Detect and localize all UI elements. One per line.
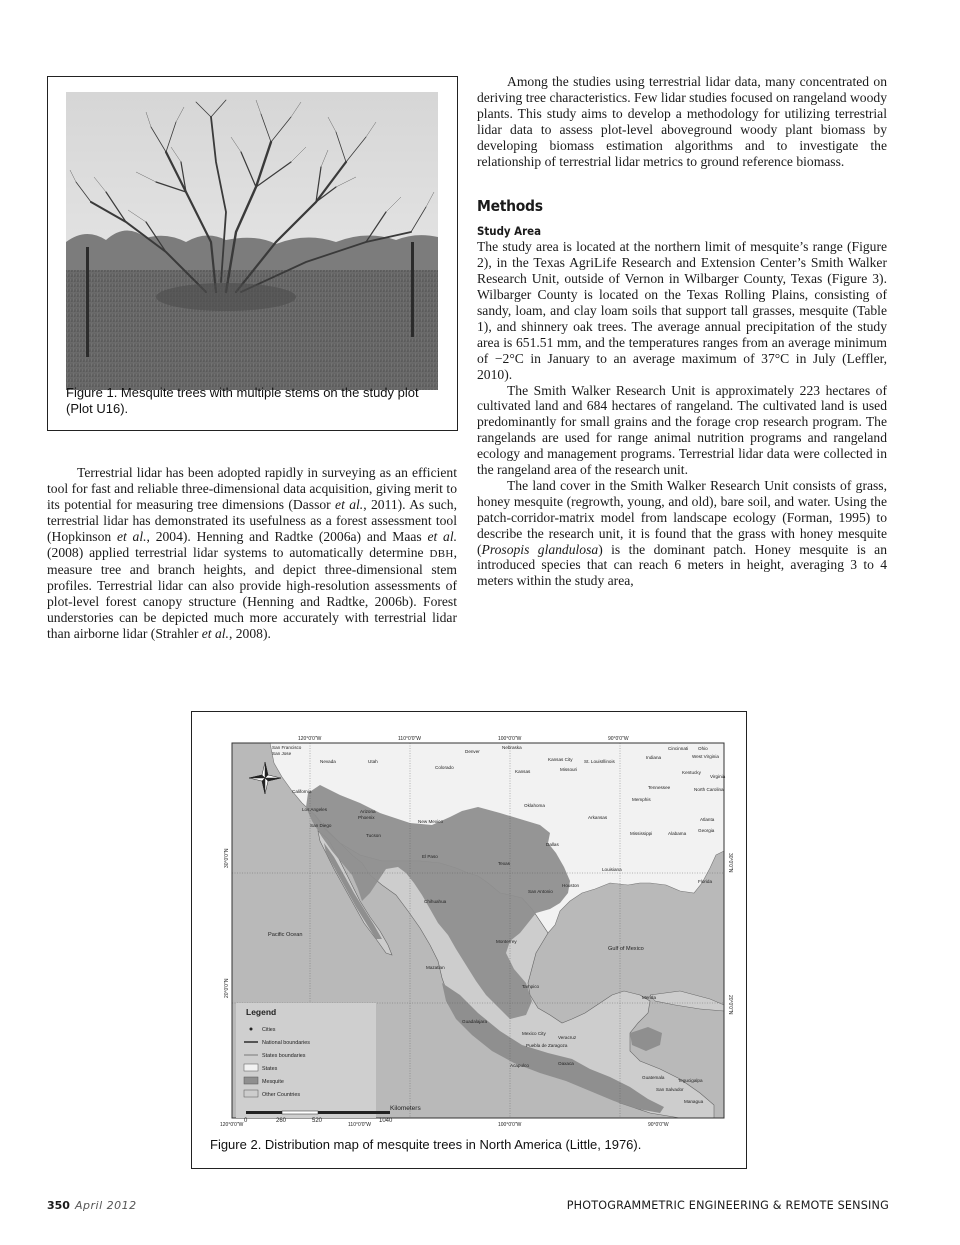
map-label: San Francisco — [272, 745, 302, 750]
map-label: Oaxaca — [558, 1061, 574, 1066]
graticule-top-label: 90°0'0"W — [608, 736, 629, 742]
map-label: Merida — [642, 995, 657, 1000]
map-label: Arizona — [360, 809, 376, 814]
legend-title: Legend — [246, 1007, 277, 1017]
map-legend — [236, 1003, 376, 1118]
map-label: Tennessee — [648, 785, 671, 790]
map-label: Texas — [498, 861, 510, 866]
map-label: Tampico — [522, 984, 540, 989]
map-label: Los Angeles — [302, 807, 328, 812]
scale-tick-label: 260 — [276, 1118, 287, 1124]
graticule-top-label: 120°0'0"W — [298, 736, 322, 742]
map-label: Houston — [562, 883, 580, 888]
map-label: Monterrey — [496, 939, 517, 944]
scale-unit: Kilometers — [390, 1105, 421, 1112]
graticule-top-label: 100°0'0"W — [498, 736, 522, 742]
legend-cities-swatch — [250, 1028, 253, 1031]
map-label: West Virginia — [692, 754, 719, 759]
map-label: Cincinnati — [668, 746, 689, 751]
issue-date: April 2012 — [75, 1199, 137, 1212]
legend-item-label: Mesquite — [262, 1079, 284, 1085]
map-label: Kentucky — [682, 770, 701, 775]
graticule-bottom-label: 110°0'0"W — [348, 1122, 371, 1128]
legend-other-countries-swatch — [244, 1090, 258, 1097]
legend-item-label: States boundaries — [262, 1053, 306, 1059]
map-label: Georgia — [698, 828, 715, 833]
legend-item-label: National boundaries — [262, 1040, 310, 1046]
map-label-gulf: Gulf of Mexico — [608, 946, 644, 952]
map-label: San Antonio — [528, 889, 553, 894]
map-label: Managua — [684, 1099, 704, 1104]
mesquite-trees-photo — [66, 92, 438, 390]
map-label: Mississippi — [630, 831, 653, 836]
paragraph-terrestrial-lidar: Terrestrial lidar has been adopted rapidly in surveying as an efficient tool for fast and reliable three-dimensional data acquisition, giving merit to its potential for measuring tree dimensions (Dassor et al., 2011). As such, terrestrial lidar has demonstrated its usefulness as a forest assessment tool (Hopkinson et al., 2004). Henning and Radtke (2006a) and Maas et al. (2008) applied terrestrial lidar systems to automatically determine DBH, measure tree and branch heights, and depict three-dimensional stem profiles. Terrestrial lidar can also provide high-resolution assessments of plot-level forest canopy structure (Henning and Radtke, 2006b). Forest understories can be depicted much more accurately with terrestrial lidar than airborne lidar (Strahler et al., 2008). — [47, 465, 458, 642]
map-label: Oklahoma — [524, 803, 545, 808]
map-label: Phoenix — [358, 815, 375, 820]
map-label: California — [292, 789, 312, 794]
graticule-top-label: 110°0'0"W — [398, 736, 421, 742]
figure-2 — [191, 711, 747, 1169]
graticule-right-label: 20°0'0"N — [727, 995, 733, 1015]
map-label: San Jose — [272, 751, 292, 756]
legend-item-label: Cities — [262, 1027, 276, 1033]
map-label: El Paso — [422, 854, 438, 859]
map-label: Virginia — [710, 774, 726, 779]
scale-tick-label: 0 — [244, 1118, 248, 1124]
map-label: San Diego — [310, 823, 332, 828]
graticule-bottom-label: 120°0'0"W — [220, 1122, 244, 1128]
map-label: St. Louis — [584, 759, 602, 764]
map-label: Mexico City — [522, 1031, 546, 1036]
map-label: Ohio — [698, 746, 708, 751]
map-label: Tegucigalpa — [678, 1078, 703, 1083]
map-label: Utah — [368, 759, 378, 764]
map-label: Louisiana — [602, 867, 622, 872]
map-label: Guadalajara — [462, 1019, 488, 1024]
legend-mesquite-swatch — [244, 1077, 258, 1084]
mesquite-distribution-map — [210, 733, 733, 1140]
page-footer — [47, 1199, 889, 1217]
legend-item-label: States — [262, 1066, 278, 1072]
left-column — [47, 465, 457, 642]
map-label: Mazatlan — [426, 965, 445, 970]
map-label: Denver — [465, 749, 480, 754]
graticule-right-label: 30°0'0"N — [727, 853, 733, 873]
section-heading-methods: Methods — [477, 197, 543, 216]
map-label: Chihuahua — [424, 899, 447, 904]
map-label: Arkansas — [588, 815, 608, 820]
paragraph-study-area-1: The study area is located at the northern limit of mesquite’s range (Figure 2), in the Texas AgriLife Research and Extension Center’s Smith Walker Research Unit, outside of Vernon in Wilbarger County, Texas (Figure 3). Wilbarger County is located on the Texas Rolling Plains, consisting of sandy, loam, and clay loam soils that support tall grasses, mesquite (Table 1), and shinnery oak trees. The average annual precipitation of the study area is 651.51 mm, and the temperatures ranges from an average minimum of −2°C in January to an average maximum of 37°C in July (Leffler, 2010). — [477, 239, 887, 382]
map-label: Colorado — [435, 765, 454, 770]
figure-2-caption: Figure 2. Distribution map of mesquite trees in North America (Little, 1976). — [210, 1137, 642, 1152]
map-label: New Mexico — [418, 819, 444, 824]
map-label: Missouri — [560, 767, 578, 772]
map-label: North Carolina — [694, 787, 724, 792]
map-label: Nevada — [320, 759, 336, 764]
paragraph-study-area-3: The land cover in the Smith Walker Research Unit consists of grass, honey mesquite (regrowth, young, and old), bare soil, and water. Using the patch-corridor-matrix model from landscape ecology (Forman, 1995) to describe the research unit, it is found that the grass with honey mesquite (Prosopis glandulosa) is the dominant patch. Honey mesquite is an introduced species that can reach 6 meters in height, averaging 3 to 4 meters within the study area, — [477, 477, 887, 589]
map-label: Tucson — [366, 833, 381, 838]
graticule-bottom-label: 100°0'0"W — [498, 1122, 522, 1128]
map-label: Nebraska — [502, 745, 522, 750]
paragraph-intro: Among the studies using terrestrial lidar data, many concentrated on deriving tree characteristics. Few lidar studies focused on rangeland woody plants. This study aims to develop a methodology for utilizing terrestrial lidar data to assess plot-level aboveground woody plant biomass by developing biomass estimation algorithms and to investigate the relationship of terrestrial lidar metrics to ground reference biomass. — [477, 74, 887, 169]
map-label: Veracruz — [558, 1035, 577, 1040]
map-label: Alabama — [668, 831, 687, 836]
journal-name: PHOTOGRAMMETRIC ENGINEERING & REMOTE SENSING — [566, 1199, 889, 1212]
map-label: Acapulco — [510, 1063, 529, 1068]
graticule-left-label: 30°0'0"N — [224, 848, 230, 868]
map-label-ocean: Pacific Ocean — [268, 932, 303, 938]
map-label: Indiana — [646, 755, 662, 760]
paragraph-study-area-2: The Smith Walker Research Unit is approximately 223 hectares of cultivated land and 684 hectares of rangeland. The cultivated land is used predominantly for small grains and the forage crop research program. The rangelands are used for range animal nutrition programs and rangeland ecology and management programs. Terrestrial lidar data were collected in the rangeland area of the research unit. — [477, 382, 887, 478]
map-label: Guatemala — [642, 1075, 665, 1080]
scale-tick-label: 520 — [312, 1118, 323, 1124]
page-number: 350 — [47, 1199, 70, 1212]
right-column — [477, 74, 887, 589]
map-label: Kansas City — [548, 757, 573, 762]
subsection-heading-study-area: Study Area — [477, 224, 542, 239]
graticule-bottom-label: 90°0'0"W — [648, 1122, 669, 1128]
map-label: Florida — [698, 879, 713, 884]
figure-1-caption: Figure 1. Mesquite trees with multiple stems on the study plot (Plot U16). — [66, 385, 419, 416]
legend-item-label: Other Countries — [262, 1092, 301, 1098]
figure-1 — [47, 76, 458, 431]
legend-states-swatch — [244, 1064, 258, 1071]
map-label: Kansas — [515, 769, 531, 774]
map-label: Illinois — [602, 759, 615, 764]
graticule-left-label: 20°0'0"N — [224, 978, 230, 998]
map-label: Memphis — [632, 797, 651, 802]
map-label: Puebla de Zaragoza — [526, 1043, 568, 1048]
map-label: Atlanta — [700, 817, 715, 822]
map-label: Dallas — [546, 842, 559, 847]
scale-tick-label: 1040 — [379, 1118, 393, 1124]
map-label: San Salvador — [656, 1087, 684, 1092]
